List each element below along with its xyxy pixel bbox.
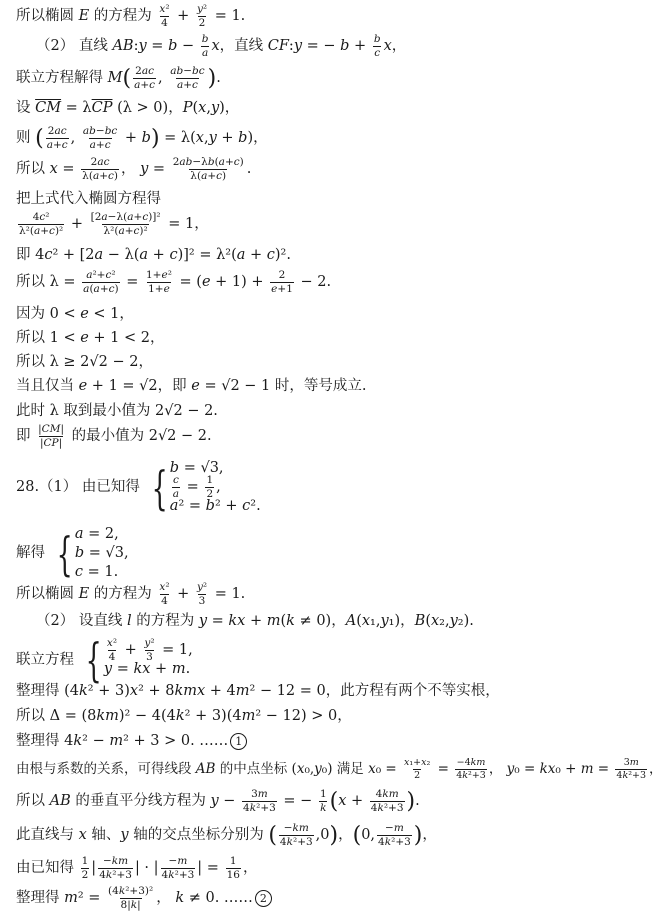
doc-line: 把上式代入椭圆方程得 [16,191,161,207]
doc-line: 联立方程 { $\frac{\text{x²}}{4}$ + $\frac{\text{y²}}{3}$ = 1, y = kx + m . [16,633,193,687]
doc-line: 28.（1） 由已知得 { b = √3, $\frac{c}{a}$ = $\frac{1}{2}$ , a ² = b ² + c ². [16,460,261,515]
doc-line: 此时 λ 取到最小值为 2√2 − 2. [16,403,218,419]
doc-line: 则 ( $\frac{2ac}{a+c}$ , $\frac{ab-bc}{a+c}$ + b ) = λ(x,y + b)， [16,125,268,152]
circled-two-icon: 2 [255,890,272,907]
doc-line: 所以 AB 的垂直平分线方程为 y − $\frac{3m}{\text{4k²+3}}$ = − $\frac{1}{k}$ ( x + $\frac{4km}{\text{4k²+3}}$ ) . [16,788,420,815]
doc-line: $\frac{\text{4c²}}{\text{λ²(a+c)²}}$ + $\frac{\text{[2a−λ(a+c)]²}}{\text{λ²(a+c)²}}$ = 1， [19,211,209,238]
doc-line: 此直线与 x 轴、y 轴的交点坐标分别为 ( $\frac{-km}{\text{4k²+3}}$ ,0 ) ， ( 0, $\frac{-m}{\text{4k²+3}}$ ) ， [16,822,437,849]
doc-line: 即 $\frac{|CM|}{|CP|}$ 的最小值为 2√2 − 2. [16,423,212,450]
doc-line: 整理得 4k² − m² + 3 > 0. …… 1 [16,733,247,750]
doc-line: 所以椭圆 E 的方程为 $\frac{\text{x²}}{4}$ + $\frac{\text{y²}}{2}$ = 1. [16,3,246,30]
doc-line: 因为 0 < e < 1， [16,306,134,322]
doc-line: 所以 λ ≥ 2√2 − 2， [16,354,153,370]
circled-one-icon: 1 [230,733,247,750]
doc-line: 所以 1 < e + 1 < 2， [16,330,165,346]
doc-line: （2） 设直线 l 的方程为 y = kx + m(k ≠ 0)，A(x₁,y₁)，B(x₂,y₂). [36,613,474,629]
doc-line: （2） 直线 AB:y = b − $\frac{b}{a}$ x，直线 CF:y = − b + $\frac{b}{c}$ x， [36,33,407,60]
doc-line: 解得 { a = 2, b = √3, c = 1. [16,526,129,581]
doc-line: 当且仅当 e + 1 = √2，即 e = √2 − 1 时，等号成立. [16,378,367,394]
doc-line: 联立方程解得 M ( $\frac{2ac}{a+c}$ , $\frac{ab-bc}{a+c}$ ) . [16,65,221,92]
doc-line: 所以椭圆 E 的方程为 $\frac{\text{x²}}{4}$ + $\frac{\text{y²}}{3}$ = 1. [16,581,246,608]
doc-line: 由根与系数的关系，可得线段 AB 的中点坐标 (x₀,y₀) 满足 x₀ = $\frac{\text{x₁+x₂}}{2}$ = $\frac{-4km}{\text{4k²+3}}$ ， y₀ = kx₀ + m = $\frac{3m}{\text{4k²+3}}$ ， [16,757,663,781]
doc-line: 所以 x = $\frac{2ac}{\lambda(a+c)}$ ， y = $\frac{2ab-\lambda b(a+c)}{\lambda(a+c)}$ . [16,156,252,183]
doc-line: 由已知得 $\frac{1}{2}$ | $\frac{-km}{\text{4k²+3}}$ | · | $\frac{-m}{\text{4k²+3}}$ | = $\frac{1}{16}$ ， [16,855,258,882]
doc-line: 所以 Δ = (8km)² − 4(4k² + 3)(4m² − 12) > 0， [16,708,352,724]
doc-line: 整理得 (4k² + 3)x² + 8kmx + 4m² − 12 = 0，此方程有两个不等实根， [16,683,500,699]
doc-line: 整理得 m² = $\frac{\text{(4k²+3)²}}{8|k|}$ ， k ≠ 0. …… 2 [16,886,272,911]
doc-line: 所以 λ = $\frac{\text{a²+c²}}{a(a+c)}$ = $\frac{\text{1+e²}}{1+e}$ = (e + 1) + $\frac{2}{e+1}$ − 2. [16,269,332,296]
doc-line: 设 $\overline{CM} = \lambda\overline{CP}$ (λ > 0)，P(x,y)， [16,100,240,116]
doc-line: 即 4c² + [2a − λ(a + c)]² = λ²(a + c)². [16,247,291,263]
